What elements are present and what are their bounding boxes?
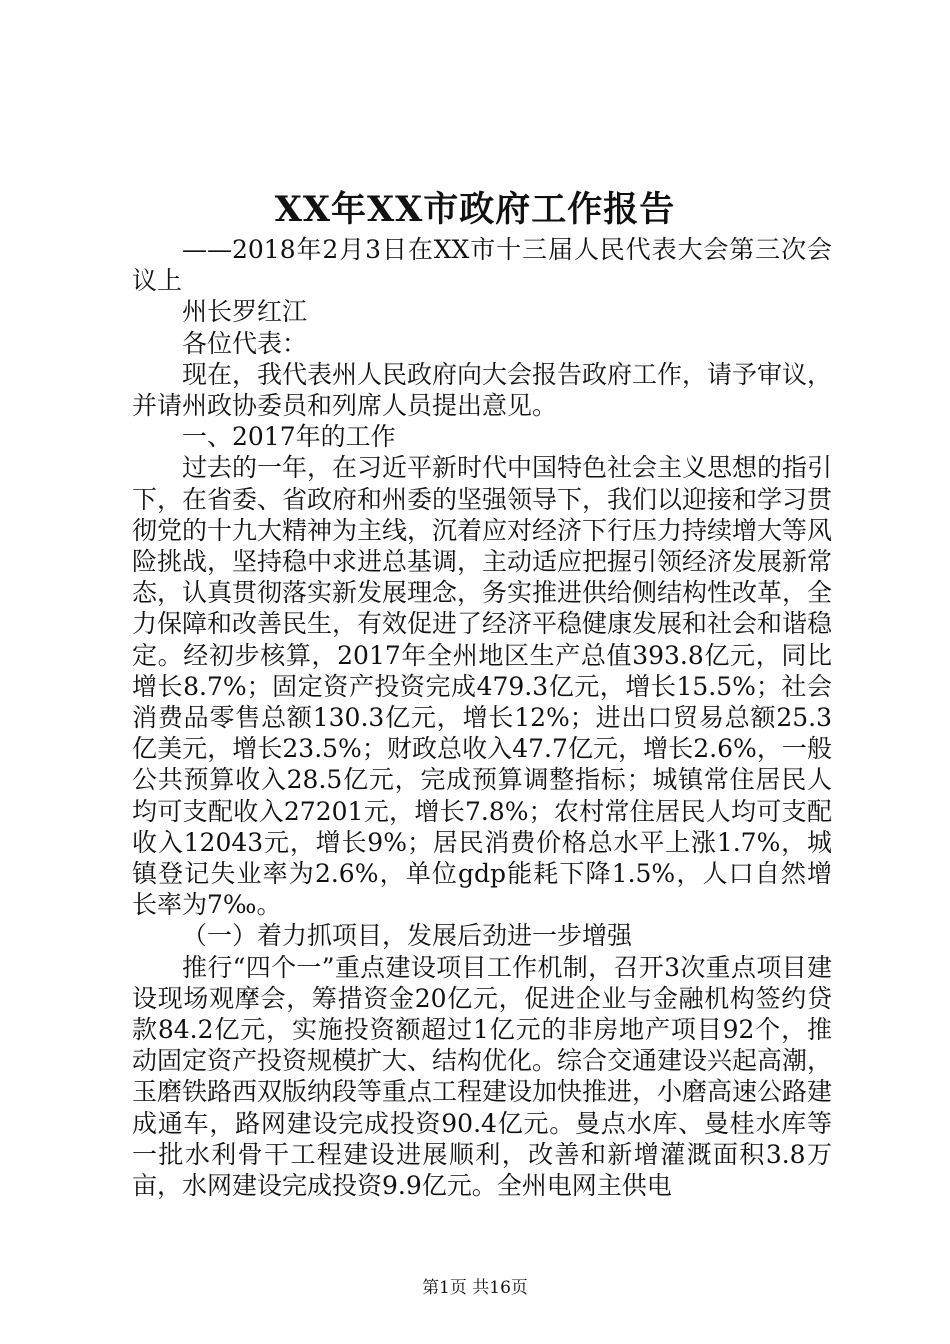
document-body — [132, 234, 832, 1201]
subsection-heading: （一）着力抓项目，发展后劲进一步增强 — [182, 921, 633, 951]
document-title: XX年XX市政府工作报告 — [274, 189, 676, 230]
paragraph-review: 过去的一年，在习近平新时代中国特色社会主义思想的指引下，在省委、省政府和州委的坚强领导下，我们以迎接和学习贯彻党的十九大精神为主线，沉着应对经济下行压力持续增大等风险挑战，坚持稳中求进总基调，主动适应把握引领经济发展新常态，认真贯彻落实新发展理念，务实推进供给侧结构性改革，全力保障和改善民生，有效促进了经济平稳健康发展和社会和谐稳定。经初步核算，2017年全州地区生产总值393.8亿元，同比增长8.7%；固定资产投资完成479.3亿元，增长15.5%；社会消费品零售总额130.3亿元，增长12%；进出口贸易总额25.3亿美元，增长23.5%；财政总收入47.7亿元，增长2.6%，一般公共预算收入28.5亿元，完成预算调整指标；城镇常住居民人均可支配收入27201元，增长7.8%；农村常住居民人均可支配收入12043元，增长9%；居民消费价格总水平上涨1.7%，城镇登记失业率为2.6%，单位gdp能耗下降1.5%，人口自然增长率为7‰。 — [132, 453, 833, 920]
subtitle: ——2018年2月3日在XX市十三届人民代表大会第三次会议上 — [132, 235, 832, 296]
section-heading: 一、2017年的工作 — [182, 422, 396, 452]
paragraph-projects: 推行“四个一”重点建设项目工作机制，召开3次重点项目建设现场观摩会，筹措资金20亿元，促进企业与金融机构签约贷款84.2亿元，实施投资额超过1亿元的非房地产项目92个，推动固定资产投资规模扩大、结构优化。综合交通建设兴起高潮，玉磨铁路西双版纳段等重点工程建设加快推进，小磨高速公路建成通车，路网建设完成投资90.4亿元。曼点水库、曼桂水库等一批水利骨干工程建设进展顺利，改善和新增灌溉面积3.8万亩，水网建设完成投资9.9亿元。全州电网主供电 — [132, 952, 833, 1201]
page-footer: 第1页 共16页 — [422, 1278, 528, 1298]
paragraph-intro: 现在，我代表州人民政府向大会报告政府工作，请予审议，并请州政协委员和列席人员提出意见。 — [132, 359, 833, 421]
salutation: 各位代表： — [182, 328, 308, 358]
speaker: 州长罗红江 — [182, 297, 308, 327]
